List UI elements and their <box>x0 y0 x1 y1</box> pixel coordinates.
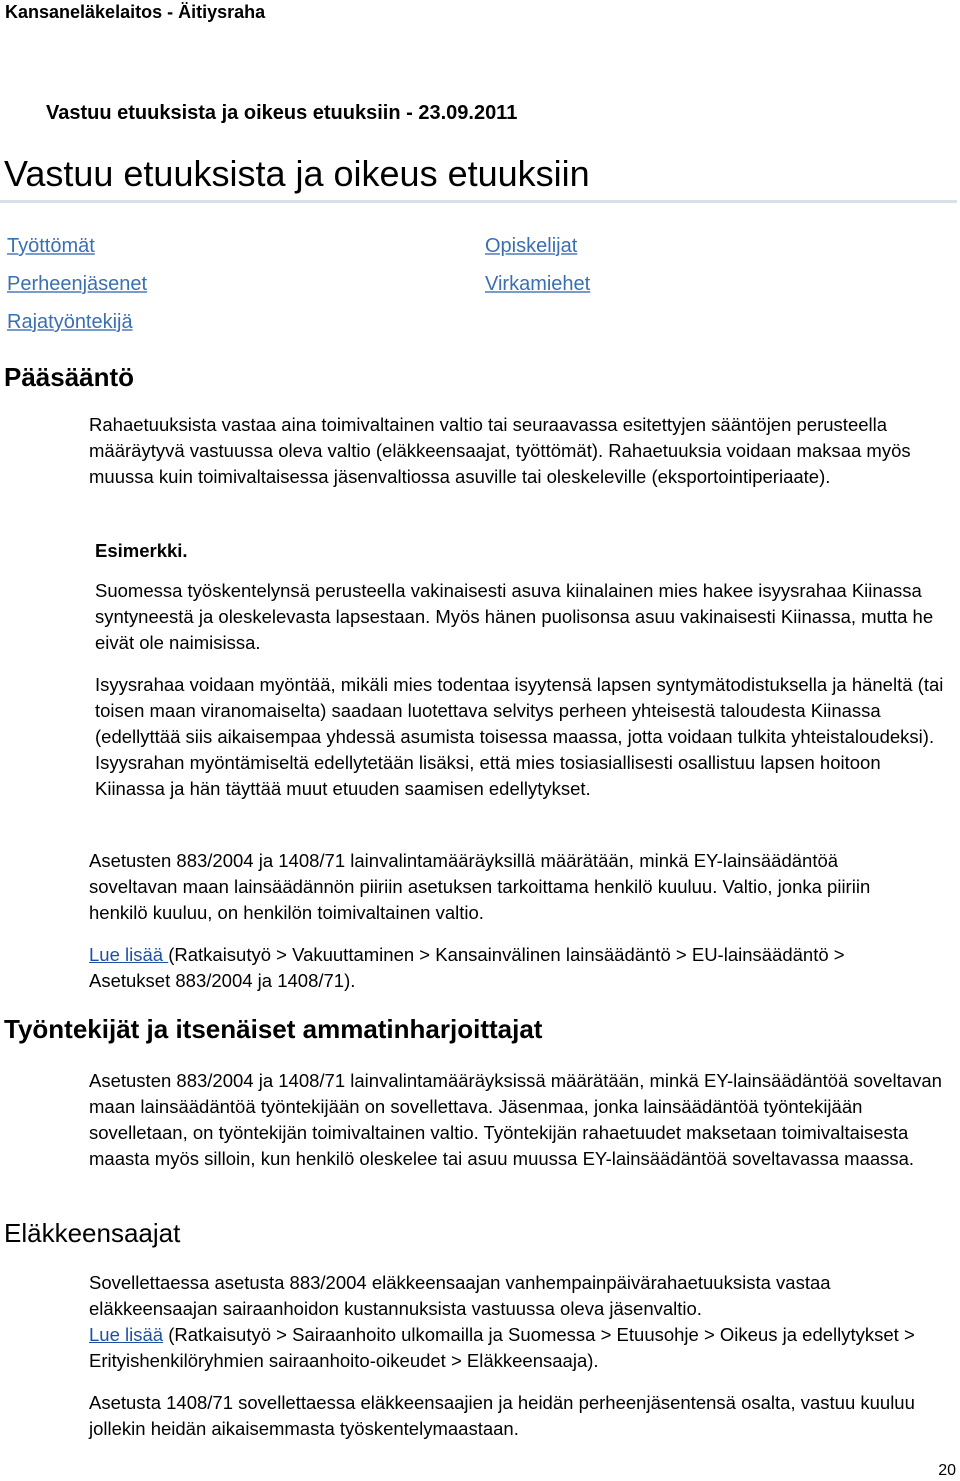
paragraph-example-case: Suomessa työskentelynsä perusteella vakinaisesti asuva kiinalainen mies hakee isyysrahaa Kiinassa syntyneestä ja oleskelevasta lapsestaan. Myös hänen puolisonsa asuu vakinaisesti Kiinassa, mutta he eivät ole naimisissa. <box>95 580 934 653</box>
paragraph-choice-of-law: Asetusten 883/2004 ja 1408/71 lainvalintamääräyksillä määrätään, minkä EY-lainsäädäntöä soveltavan maan lainsäädännön piiriin asetuksen tarkoittama henkilö kuuluu. Valtio, jonka piiriin henkilö kuuluu, on henkilön toimivaltainen valtio. <box>89 850 871 923</box>
paragraph-paasaanto-intro: Rahaetuuksista vastaa aina toimivaltainen valtio tai seuraavassa esitettyjen sääntöjen perusteella määräytyvä vastuussa oleva valtio (eläkkeensaajat, työttömät). Rahaetuuksia voidaan maksaa myös muussa kuin toimivaltaisessa jäsenvaltiossa asuville tai oleskeleville (eksportointiperiaate). <box>89 414 911 487</box>
paragraph-elakkeensaajat-1408: Asetusta 1408/71 sovellettaessa eläkkeensaajien ja heidän perheenjäsentensä osalta, vastuu kuuluu jollekin heidän aikaisemmasta työskentelymaastaan. <box>89 1392 915 1439</box>
elakkeensaajat-text: Sovellettaessa asetusta 883/2004 eläkkeensaajan vanhempainpäivärahaetuuksista vastaa eläkkeensaajan sairaanhoidon kustannuksista vastuussa oleva jäsenvaltio. <box>89 1272 831 1319</box>
nav-link-virkamiehet[interactable]: Virkamiehet <box>485 273 591 295</box>
section-heading-tyontekijat: Työntekijät ja itsenäiset ammatinharjoittajat <box>4 1014 543 1044</box>
section-heading-elakkeensaajat: Eläkkeensaajat <box>4 1218 181 1248</box>
paragraph-tyontekijat: Asetusten 883/2004 ja 1408/71 lainvalintamääräyksissä määrätään, minkä EY-lainsäädäntöä soveltavan maan lainsäädäntöä työntekijään on sovellettava. Jäsenmaa, jonka lainsäädäntöä työntekijään sovelletaan, on työntekijän toimivaltainen valtio. Työntekijän rahaetuudet maksetaan toimivaltaisesta maasta myös silloin, kun henkilö oleskelee tai asuu muussa EY-lainsäädäntöä soveltavassa maassa. <box>89 1070 942 1169</box>
nav-link-opiskelijat[interactable]: Opiskelijat <box>485 235 578 257</box>
read-more-path: (Ratkaisutyö > Sairaanhoito ulkomailla ja Suomessa > Etuusohje > Oikeus ja edellytykset > Erityishenkilöryhmien sairaanhoito-oikeudet > Eläkkeensaaja). <box>89 1324 915 1371</box>
nav-link-tyottomat[interactable]: Työttömät <box>7 235 95 257</box>
read-more-path: (Ratkaisutyö > Vakuuttaminen > Kansainvälinen lainsäädäntö > EU-lainsäädäntö > Asetukset 883/2004 ja 1408/71). <box>89 944 845 991</box>
example-label: Esimerkki. <box>95 540 188 561</box>
nav-link-perheenjasenet[interactable]: Perheenjäsenet <box>7 273 148 295</box>
paragraph-read-more-paasaanto <box>89 942 859 994</box>
nav-link-rajatyontekija[interactable]: Rajatyöntekijä <box>7 311 133 333</box>
paragraph-example-decision: Isyysrahaa voidaan myöntää, mikäli mies todentaa isyytensä lapsen syntymätodistuksella ja häneltä (tai toisen maan viranomaiselta) saadaan luotettava selvitys perheen yhteisestä taloudesta Kiinassa (edellyttää siis aikaisempaa yhdessä asumista toisessa maassa, jotta voidaan tulkita yhteistaloudeksi). Isyysrahan myöntämiseltä edellytetään lisäksi, että mies tosiasiallisesti osallistuu lapsen hoitoon Kiinassa ja hän täyttää muut etuuden saamisen edellytykset. <box>95 674 944 799</box>
main-title: Vastuu etuuksista ja oikeus etuuksiin <box>4 153 590 194</box>
read-more-link[interactable]: Lue lisää <box>89 944 169 965</box>
site-title: Kansaneläkelaitos - Äitiysraha <box>5 2 266 22</box>
read-more-link[interactable]: Lue lisää <box>89 1324 164 1345</box>
page-heading: Vastuu etuuksista ja oikeus etuuksiin - 23.09.2011 <box>46 102 518 124</box>
section-heading-paasaanto: Pääsääntö <box>4 362 135 392</box>
paragraph-elakkeensaajat-883 <box>89 1270 934 1374</box>
title-divider <box>0 200 957 203</box>
page-number: 20 <box>938 1462 956 1479</box>
